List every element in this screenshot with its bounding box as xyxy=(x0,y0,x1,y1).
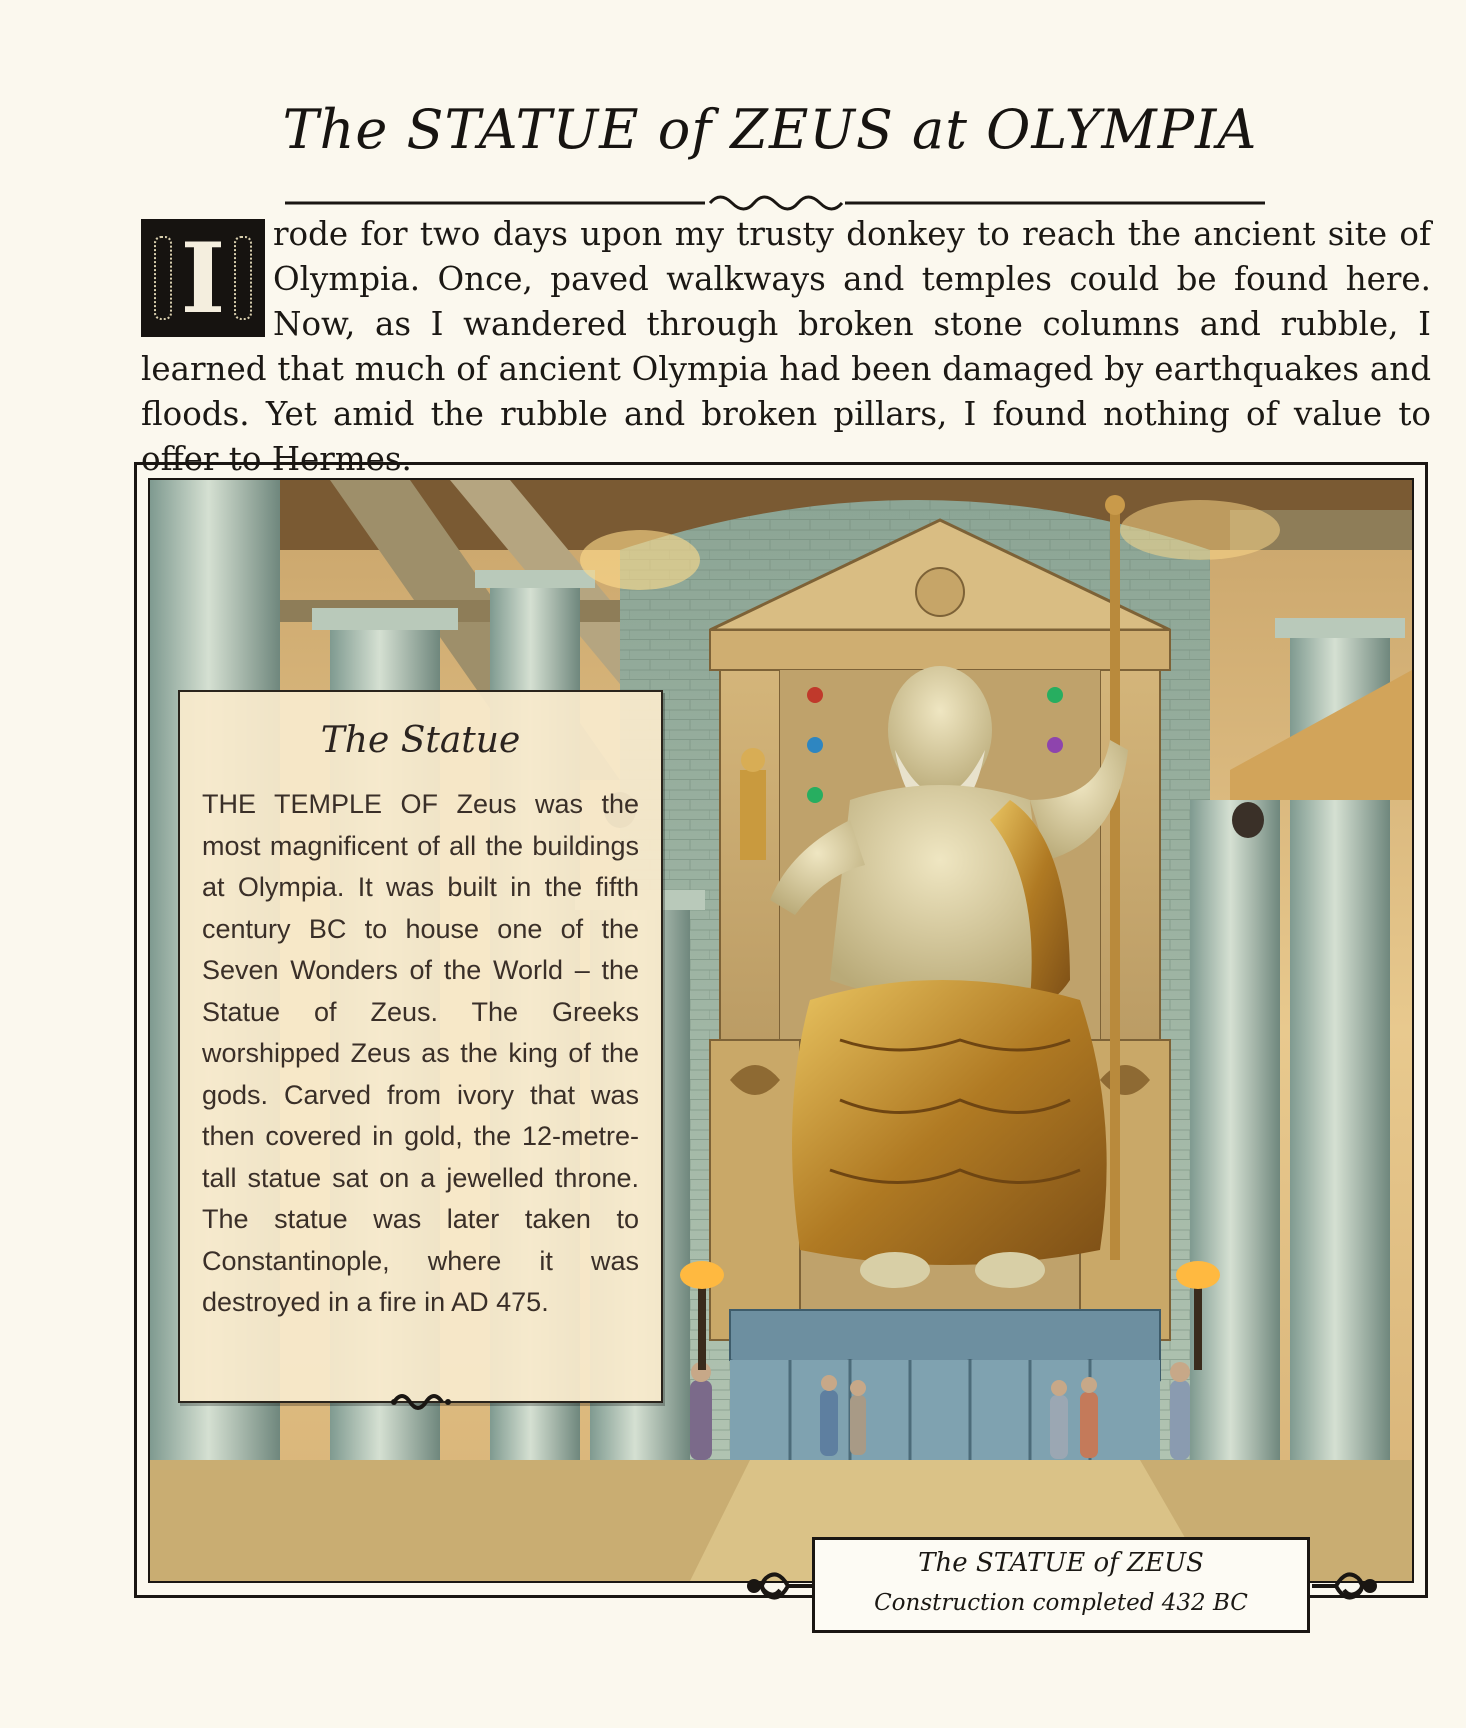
drop-cap: I xyxy=(141,219,265,337)
title-ornament-icon xyxy=(285,193,1265,213)
intro-paragraph xyxy=(141,212,1431,482)
intro-text: rode for two days upon my trusty donkey to reach the ancient site of Olympia. Once, paved walkways and temples could be found here. Now, as I wandered through broken stone columns and rubble, I learned that much of ancient Olympia had been damaged by earthquakes and floods. Yet amid the rubble and broken pillars, I found nothing of value to offer to Hermes. xyxy=(141,215,1431,478)
caption-left-ornament-icon xyxy=(744,1564,812,1608)
info-box-title: The Statue xyxy=(320,720,521,761)
info-box xyxy=(178,690,663,1403)
info-box-body: THE TEMPLE OF Zeus was the most magnificent of all the buildings at Olympia. It was built in the fifth century BC to house one of the Seven Wonders of the World – the Statue of Zeus. The Greeks worshipped Zeus as the king of the gods. Carved from ivory that was then covered in gold, the 12-metre-tall statue sat on a jewelled throne. The statue was later taken to Constantinople, where it was destroyed in a fire in AD 475. xyxy=(202,789,639,1317)
caption-right-ornament-icon xyxy=(1312,1564,1380,1608)
caption-title: The STATUE of ZEUS xyxy=(918,1548,1204,1578)
drop-cap-spacer xyxy=(141,212,273,342)
caption-subtitle: Construction completed 432 BC xyxy=(874,1590,1248,1616)
box-ornament-icon xyxy=(390,1388,452,1416)
page-title: The STATUE of ZEUS at OLYMPIA xyxy=(282,98,1258,161)
caption-box xyxy=(812,1537,1310,1633)
